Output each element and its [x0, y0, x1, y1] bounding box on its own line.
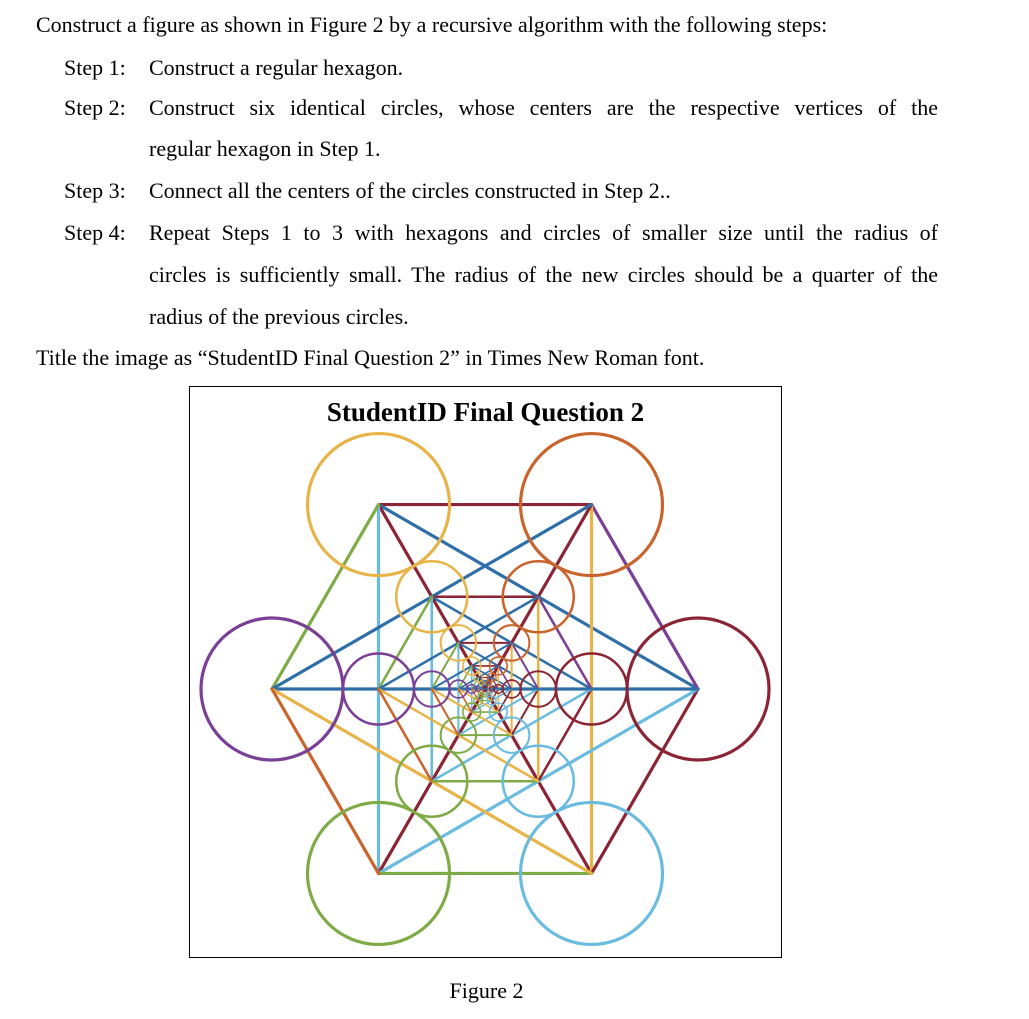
level-0-segment-1-2: [592, 505, 699, 689]
level-0-segment-4-5: [272, 689, 379, 873]
step-4-text-line-1: Repeat Steps 1 to 3 with hexagons and circles of smaller size until the radius of: [149, 220, 938, 245]
step-1-text: Construct a regular hexagon.: [149, 55, 404, 80]
figure-title: StudentID Final Question 2: [326, 397, 645, 427]
step-4-text-line-2: circles is sufficiently small. The radius of the new circles should be a quarter of the: [149, 262, 938, 287]
step-4-label: Step 4:: [64, 220, 126, 245]
step-2-text-line-1: Construct six identical circles, whose centers are the respective vertices of the: [149, 95, 938, 120]
title-instruction-text: Title the image as “StudentID Final Question 2” in Times New Roman font.: [36, 345, 705, 370]
step-2-text-line-2: regular hexagon in Step 1.: [149, 136, 381, 161]
intro-text: Construct a figure as shown in Figure 2 by a recursive algorithm with the following steps:: [36, 12, 828, 37]
step-1-label: Step 1:: [64, 55, 126, 80]
step-3-text: Connect all the centers of the circles constructed in Step 2..: [149, 178, 671, 203]
level-0-segment-0-5: [272, 505, 379, 689]
step-3-label: Step 3:: [64, 178, 126, 203]
level-0-segment-2-3: [592, 689, 699, 873]
step-2-label: Step 2:: [64, 95, 126, 120]
step-4-text-line-3: radius of the previous circles.: [149, 304, 409, 329]
figure-caption: Figure 2: [449, 978, 524, 1003]
figure-frame: [189, 386, 782, 958]
recursive-hexagon-figure: [190, 387, 780, 956]
